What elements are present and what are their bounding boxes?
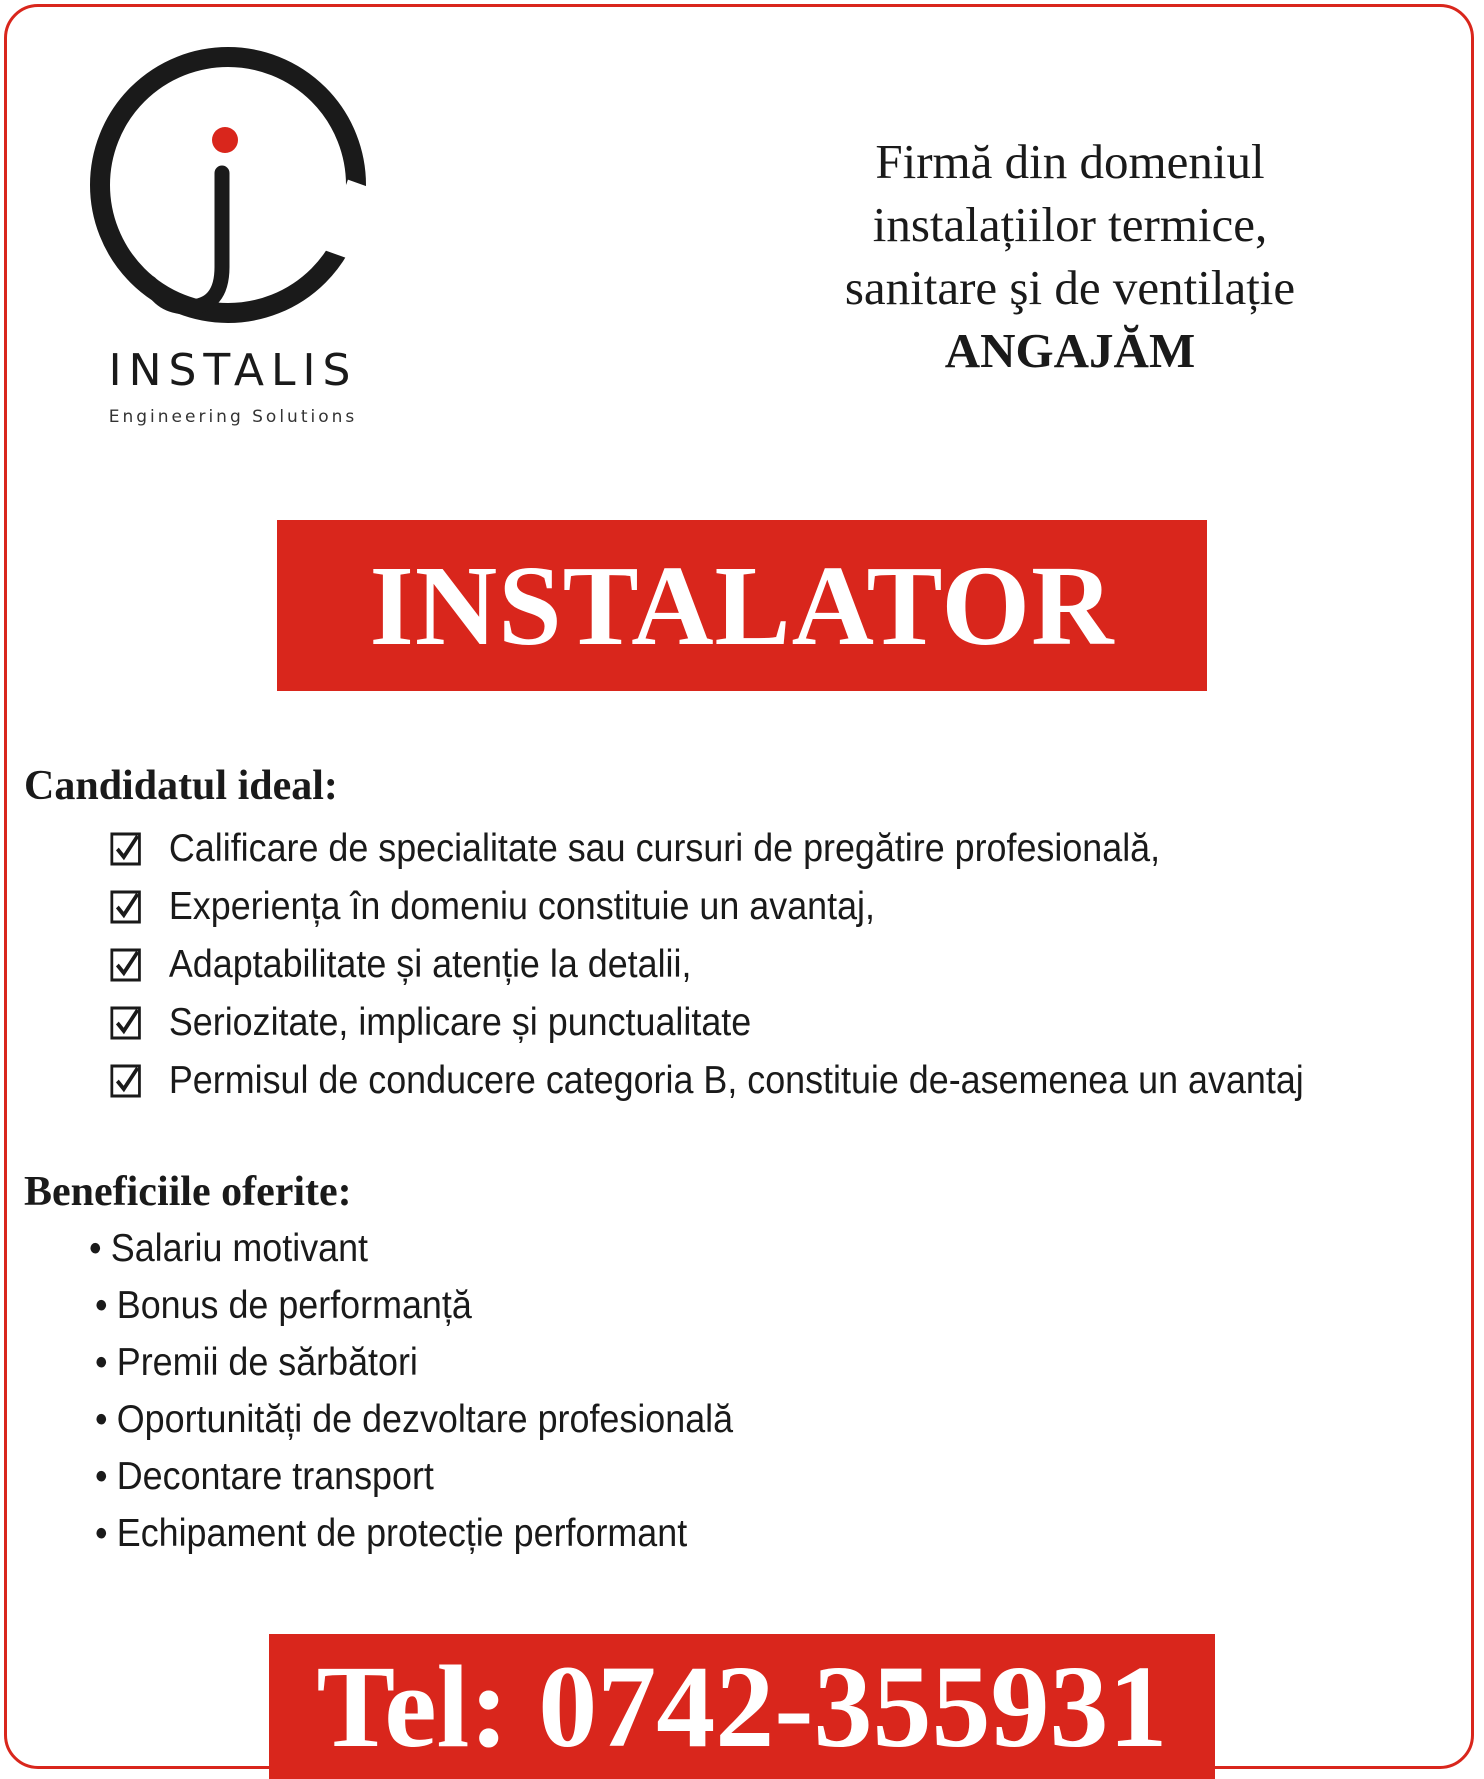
bullet-icon: • (95, 1340, 108, 1384)
benefit-text: Echipament de protecție performant (116, 1511, 688, 1555)
logo-tagline: Engineering Solutions (108, 407, 358, 427)
benefit-text: Oportunități de dezvoltare profesională (116, 1397, 734, 1441)
list-item (95, 1277, 733, 1334)
requirements-heading: Candidatul ideal: (24, 763, 338, 809)
intro-line-3: sanitare şi de ventilație (844, 260, 1296, 315)
requirement-text: Permisul de conducere categoria B, constituie de-asemenea un avantaj (168, 1059, 1304, 1102)
checkbox-checked-icon (110, 948, 141, 982)
requirements-list (110, 820, 1408, 1110)
list-item (110, 994, 1304, 1052)
company-logo (88, 45, 378, 435)
list-item (110, 820, 1304, 878)
list-item (95, 1334, 733, 1391)
intro-line-1: Firmă din domeniul (875, 134, 1265, 189)
benefit-text: Premii de sărbători (116, 1340, 418, 1384)
bullet-icon: • (89, 1226, 102, 1270)
benefits-list (89, 1220, 789, 1562)
list-item (110, 878, 1304, 936)
logo-name: INSTALIS (108, 345, 358, 396)
benefit-text: Salariu motivant (110, 1226, 369, 1270)
list-item (110, 936, 1304, 994)
bullet-icon: • (95, 1283, 108, 1327)
requirement-text: Adaptabilitate și atenție la detalii, (168, 943, 692, 986)
requirement-text: Seriozitate, implicare și punctualitate (168, 1001, 752, 1044)
checkbox-checked-icon (110, 832, 141, 866)
list-item (95, 1448, 733, 1505)
benefit-text: Bonus de performanță (116, 1283, 472, 1327)
checkbox-checked-icon (110, 1006, 141, 1040)
company-intro (760, 130, 1380, 382)
benefits-heading: Beneficiile oferite: (24, 1169, 352, 1215)
phone-banner (269, 1634, 1215, 1779)
checkbox-checked-icon (110, 890, 141, 924)
hiring-label: ANGAJĂM (944, 323, 1196, 378)
checkbox-checked-icon (110, 1064, 141, 1098)
logo-mark-icon (88, 45, 378, 345)
benefit-text: Decontare transport (116, 1454, 434, 1498)
job-title-banner (277, 520, 1207, 691)
bullet-icon: • (95, 1397, 108, 1441)
list-item (95, 1391, 733, 1448)
list-item (95, 1505, 733, 1562)
requirement-text: Calificare de specialitate sau cursuri de pregătire profesională, (168, 827, 1161, 870)
list-item (89, 1220, 733, 1277)
requirement-text: Experiența în domeniu constituie un avantaj, (168, 885, 875, 928)
list-item (110, 1052, 1304, 1110)
bullet-icon: • (95, 1511, 108, 1555)
intro-line-2: instalațiilor termice, (872, 197, 1268, 252)
phone-number[interactable]: Tel: 0742-355931 (316, 1640, 1168, 1772)
job-title: INSTALATOR (369, 541, 1115, 669)
bullet-icon: • (95, 1454, 108, 1498)
